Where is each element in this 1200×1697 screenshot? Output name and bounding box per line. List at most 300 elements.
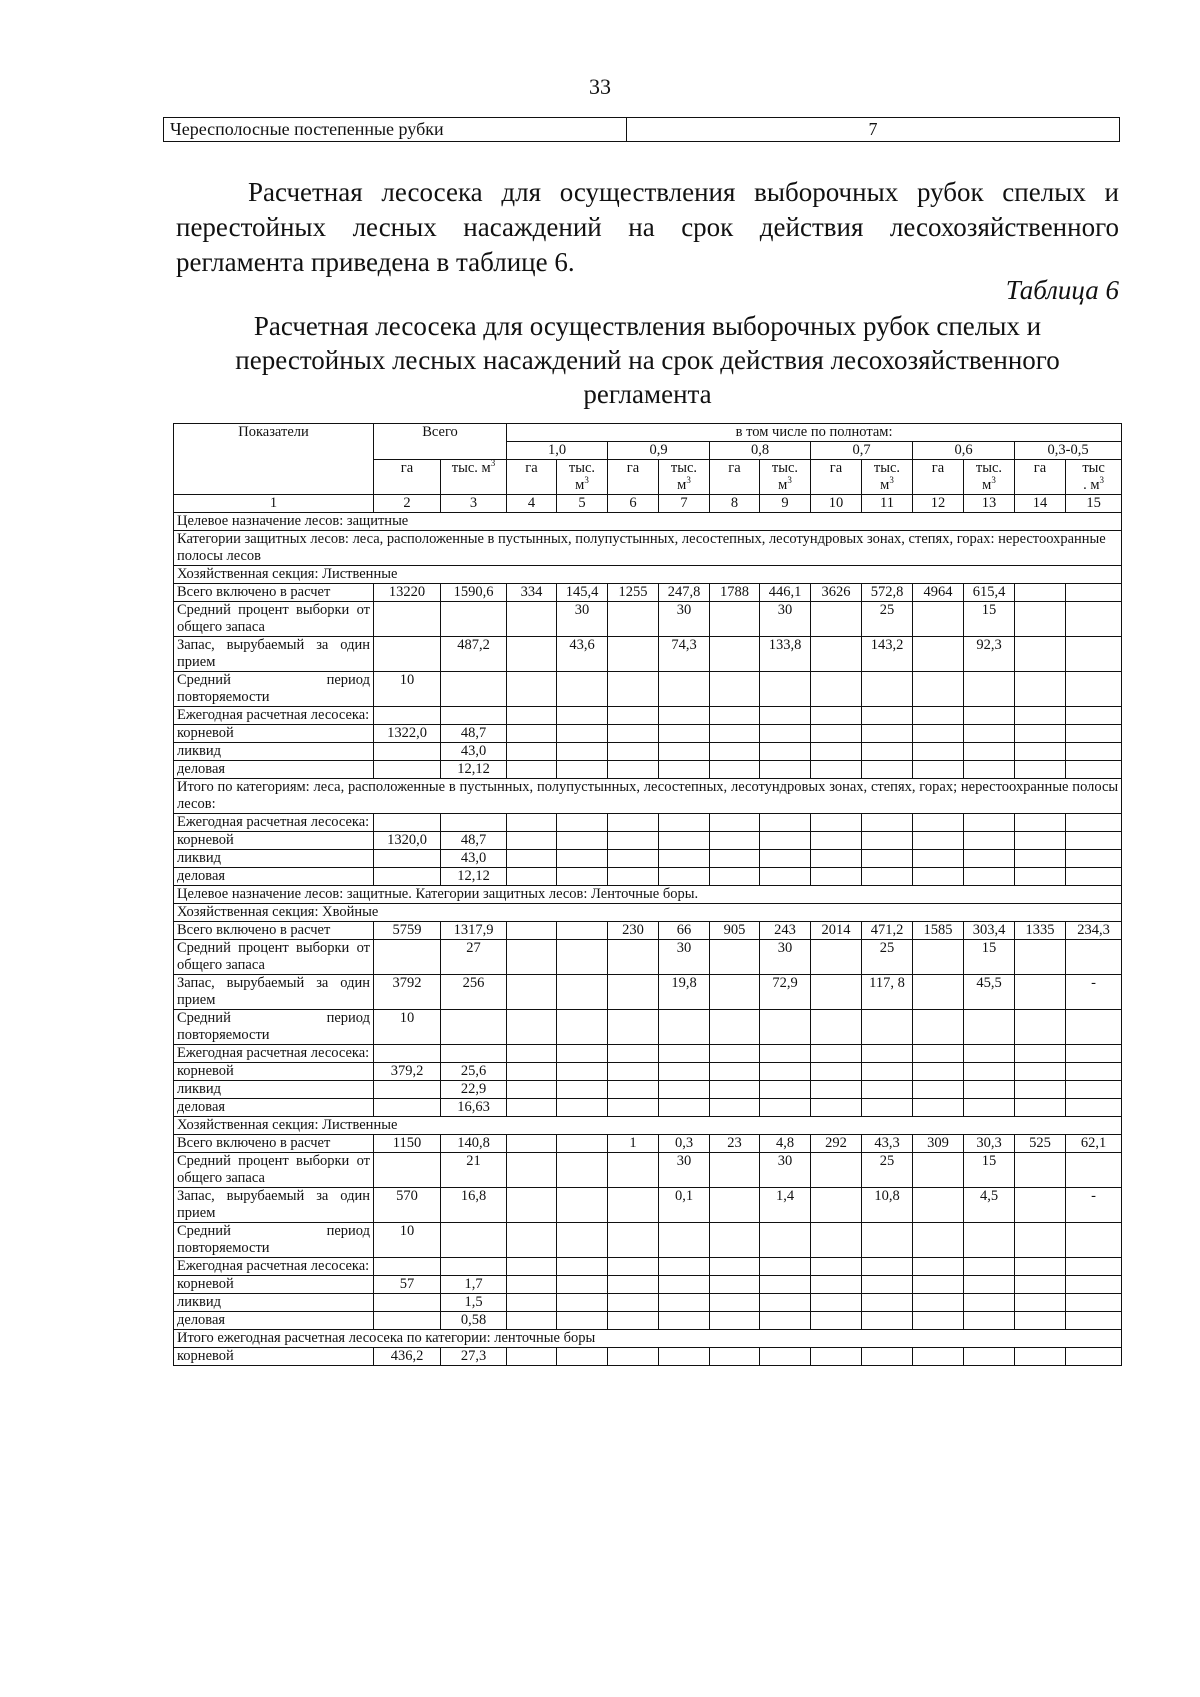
table-row — [174, 1294, 1122, 1312]
table-cell — [710, 940, 760, 975]
table-cell: 1,7 — [441, 1276, 507, 1294]
table-cell — [557, 1045, 608, 1063]
table-cell — [608, 1223, 659, 1258]
column-number: 2 — [374, 495, 441, 513]
table-cell — [507, 832, 557, 850]
table-row — [174, 531, 1122, 566]
table-cell — [1066, 1081, 1122, 1099]
table-cell — [964, 1276, 1015, 1294]
table-cell — [862, 1063, 913, 1081]
table-cell — [964, 761, 1015, 779]
table-cell — [374, 1081, 441, 1099]
table-cell — [1066, 637, 1122, 672]
table-row — [174, 922, 1122, 940]
table-cell — [1015, 1294, 1066, 1312]
table-cell — [441, 1045, 507, 1063]
table-cell: 3626 — [811, 584, 862, 602]
table-row — [174, 814, 1122, 832]
table-cell — [507, 1135, 557, 1153]
table-cell — [1066, 602, 1122, 637]
table-cell — [608, 1312, 659, 1330]
table-cell: 133,8 — [760, 637, 811, 672]
table-cell: 309 — [913, 1135, 964, 1153]
table-cell — [811, 1188, 862, 1223]
unit-text: тыс. — [975, 460, 1003, 476]
table-cell: 16,63 — [441, 1099, 507, 1117]
table-cell — [964, 743, 1015, 761]
table-cell — [710, 1258, 760, 1276]
table-cell: 1585 — [913, 922, 964, 940]
table-cell — [608, 761, 659, 779]
table-cell — [913, 1188, 964, 1223]
table-row — [164, 118, 1120, 142]
table-cell: 30 — [659, 602, 710, 637]
table-cell — [710, 1081, 760, 1099]
table-cell — [507, 814, 557, 832]
table-cell — [862, 1223, 913, 1258]
table-row — [174, 1081, 1122, 1099]
table-cell — [811, 1081, 862, 1099]
table-cell — [1015, 1081, 1066, 1099]
table-cell — [557, 1153, 608, 1188]
table-cell: 303,4 — [964, 922, 1015, 940]
table-cell — [710, 975, 760, 1010]
table-cell — [760, 707, 811, 725]
table-cell — [1066, 584, 1122, 602]
unit-text: тыс. м — [451, 460, 491, 476]
unit-sup: 3 — [686, 475, 691, 486]
table-cell: 30 — [760, 940, 811, 975]
table-cell — [1015, 672, 1066, 707]
table-title — [176, 309, 1119, 411]
table-row — [174, 868, 1122, 886]
table-cell — [913, 707, 964, 725]
section-heading: Целевое назначение лесов: защитные — [174, 513, 1122, 531]
table-cell — [608, 975, 659, 1010]
table-cell — [608, 725, 659, 743]
table-cell — [1066, 1276, 1122, 1294]
table-cell — [964, 814, 1015, 832]
table-cell — [608, 1276, 659, 1294]
table-cell: 117, 8 — [862, 975, 913, 1010]
table-cell: 10 — [374, 1223, 441, 1258]
header-row — [174, 424, 1122, 442]
table-cell — [608, 868, 659, 886]
table-cell: 25,6 — [441, 1063, 507, 1081]
row-label: Средний период повторяемости — [174, 672, 374, 707]
table-cell — [913, 1312, 964, 1330]
column-number: 11 — [862, 495, 913, 513]
table-cell — [811, 1099, 862, 1117]
row-label: деловая — [174, 868, 374, 886]
table-cell — [1015, 637, 1066, 672]
column-number: 8 — [710, 495, 760, 513]
table-cell — [608, 743, 659, 761]
table-cell: 2014 — [811, 922, 862, 940]
table-cell — [557, 975, 608, 1010]
row-label: корневой — [174, 1063, 374, 1081]
table-cell — [964, 1312, 1015, 1330]
table-cell — [913, 1258, 964, 1276]
table-cell — [811, 1063, 862, 1081]
table-cell: 379,2 — [374, 1063, 441, 1081]
table-cell: 4964 — [913, 584, 964, 602]
table-cell — [1015, 940, 1066, 975]
table-cell — [659, 1223, 710, 1258]
table-cell — [659, 814, 710, 832]
table-cell: 48,7 — [441, 832, 507, 850]
table-cell — [1066, 707, 1122, 725]
table-cell — [659, 1063, 710, 1081]
table-cell — [811, 761, 862, 779]
table-cell — [964, 707, 1015, 725]
table-cell — [507, 743, 557, 761]
table-cell — [659, 1348, 710, 1366]
table-cell — [862, 1276, 913, 1294]
table-cell: 1590,6 — [441, 584, 507, 602]
table-cell — [913, 940, 964, 975]
table-cell — [811, 707, 862, 725]
unit-text: тыс. — [568, 460, 596, 476]
table-cell: 12,12 — [441, 868, 507, 886]
table-row — [174, 1099, 1122, 1117]
table-cell — [374, 707, 441, 725]
table-cell — [507, 1276, 557, 1294]
row-label: ликвид — [174, 743, 374, 761]
row-label: корневой — [174, 1276, 374, 1294]
table-cell — [811, 1153, 862, 1188]
header-unit-ths-m3 — [659, 460, 710, 495]
table-row — [174, 940, 1122, 975]
table-row — [174, 1348, 1122, 1366]
table-cell — [1015, 1153, 1066, 1188]
table-cell — [862, 1312, 913, 1330]
column-number: 9 — [760, 495, 811, 513]
table-cell — [913, 975, 964, 1010]
row-label: Всего включено в расчет — [174, 584, 374, 602]
table-cell: - — [1066, 1188, 1122, 1223]
table-cell — [811, 1010, 862, 1045]
row-label: деловая — [174, 1312, 374, 1330]
table-row — [174, 1258, 1122, 1276]
table-cell — [608, 850, 659, 868]
table-cell — [507, 1223, 557, 1258]
header-total: Всего — [374, 424, 507, 460]
table-cell — [507, 637, 557, 672]
table-cell: 4,5 — [964, 1188, 1015, 1223]
table-cell — [557, 1223, 608, 1258]
table-cell — [557, 1010, 608, 1045]
table-cell — [1015, 725, 1066, 743]
row-label: Средний период повторяемости — [174, 1223, 374, 1258]
table-cell: 570 — [374, 1188, 441, 1223]
table-cell: 143,2 — [862, 637, 913, 672]
table-cell: 25 — [862, 1153, 913, 1188]
column-number: 6 — [608, 495, 659, 513]
row-label: Средний процент выборки от общего запаса — [174, 602, 374, 637]
table-cell — [710, 832, 760, 850]
table-cell: 27 — [441, 940, 507, 975]
table-row — [174, 779, 1122, 814]
table-cell: 1,4 — [760, 1188, 811, 1223]
table-cell — [507, 602, 557, 637]
table-cell — [760, 850, 811, 868]
table-cell — [1015, 707, 1066, 725]
unit-text: тыс. — [670, 460, 698, 476]
table-cell — [710, 637, 760, 672]
table-cell — [557, 922, 608, 940]
table-row — [174, 1223, 1122, 1258]
table-cell — [374, 1099, 441, 1117]
column-number-row — [174, 495, 1122, 513]
table-cell — [760, 832, 811, 850]
table-cell — [557, 832, 608, 850]
table-cell: 1317,9 — [441, 922, 507, 940]
table-row — [174, 832, 1122, 850]
table-cell — [507, 850, 557, 868]
unit-sup: 3 — [1099, 475, 1105, 486]
header-unit-ha: га — [1015, 460, 1066, 495]
table-cell — [374, 1045, 441, 1063]
table-row — [174, 761, 1122, 779]
table-cell — [913, 814, 964, 832]
table-cell — [507, 940, 557, 975]
table-cell — [608, 832, 659, 850]
table-cell — [1066, 725, 1122, 743]
table-cell — [964, 1294, 1015, 1312]
table-cell — [710, 672, 760, 707]
table-cell — [913, 1276, 964, 1294]
table-cell: 16,8 — [441, 1188, 507, 1223]
table-cell: 234,3 — [1066, 922, 1122, 940]
column-number: 1 — [174, 495, 374, 513]
table-cell: 19,8 — [659, 975, 710, 1010]
table-cell: 10 — [374, 672, 441, 707]
table-row — [174, 1135, 1122, 1153]
table-cell — [1015, 761, 1066, 779]
table-cell — [1066, 1348, 1122, 1366]
table-cell: 243 — [760, 922, 811, 940]
table-cell: 10,8 — [862, 1188, 913, 1223]
table-cell: 25 — [862, 940, 913, 975]
table-cell: 30 — [760, 602, 811, 637]
column-number: 3 — [441, 495, 507, 513]
section-heading: Хозяйственная секция: Лиственные — [174, 566, 1122, 584]
table-cell — [659, 672, 710, 707]
unit-text: . м — [1083, 477, 1100, 493]
table-row — [174, 886, 1122, 904]
table-cell — [507, 725, 557, 743]
table-cell — [557, 725, 608, 743]
table-cell: 27,3 — [441, 1348, 507, 1366]
unit-sup: 3 — [490, 459, 496, 469]
table-cell — [862, 725, 913, 743]
intro-paragraph: Расчетная лесосека для осуществления выборочных рубок спелых и перестойных лесных насаждений на срок действия лесохозяйственного регламента приведена в таблице 6. — [176, 177, 1119, 277]
row-label: Запас, вырубаемый за один прием — [174, 1188, 374, 1223]
table-cell — [862, 850, 913, 868]
table-cell: 1,5 — [441, 1294, 507, 1312]
header-density: 0,7 — [811, 442, 913, 460]
table-cell — [557, 814, 608, 832]
table-cell: 1335 — [1015, 922, 1066, 940]
table-cell — [1066, 1045, 1122, 1063]
table-cell — [811, 672, 862, 707]
table-cell — [608, 672, 659, 707]
table-cell: 446,1 — [760, 584, 811, 602]
table-cell: 487,2 — [441, 637, 507, 672]
unit-sup: 3 — [991, 475, 996, 486]
table-cell: 30 — [659, 940, 710, 975]
row-label: Средний процент выборки от общего запаса — [174, 940, 374, 975]
column-number: 15 — [1066, 495, 1122, 513]
row-label: ликвид — [174, 1081, 374, 1099]
column-number: 5 — [557, 495, 608, 513]
table-row — [174, 1063, 1122, 1081]
table-cell — [760, 868, 811, 886]
table-title-line: регламента — [583, 379, 712, 409]
table-cell — [710, 1045, 760, 1063]
table-cell — [608, 602, 659, 637]
table-cell — [608, 1063, 659, 1081]
table-cell — [913, 672, 964, 707]
row-label: Запас, вырубаемый за один прием — [174, 637, 374, 672]
table-row — [174, 850, 1122, 868]
table-row — [174, 1045, 1122, 1063]
table-cell — [1015, 1258, 1066, 1276]
table-cell — [913, 743, 964, 761]
table-cell — [1066, 814, 1122, 832]
table-cell — [913, 1099, 964, 1117]
header-unit-ha: га — [710, 460, 760, 495]
table-cell — [659, 832, 710, 850]
table-cell — [710, 814, 760, 832]
table-cell — [862, 832, 913, 850]
table-cell — [964, 850, 1015, 868]
table-cell — [811, 1276, 862, 1294]
table-cell: 905 — [710, 922, 760, 940]
row-label: ликвид — [174, 1294, 374, 1312]
table-cell: 12,12 — [441, 761, 507, 779]
section-heading: Хозяйственная секция: Хвойные — [174, 904, 1122, 922]
table-cell — [1066, 672, 1122, 707]
table-cell — [659, 1258, 710, 1276]
table-cell — [811, 975, 862, 1010]
table-cell — [659, 1099, 710, 1117]
table-cell — [811, 1223, 862, 1258]
table-cell: 1 — [608, 1135, 659, 1153]
table-cell: 1320,0 — [374, 832, 441, 850]
table-cell — [811, 850, 862, 868]
table-cell — [811, 868, 862, 886]
table-cell — [659, 743, 710, 761]
table-cell — [811, 1348, 862, 1366]
table-cell: 43,6 — [557, 637, 608, 672]
table-row — [174, 725, 1122, 743]
table-cell — [441, 814, 507, 832]
unit-text: м — [880, 477, 890, 493]
column-number: 10 — [811, 495, 862, 513]
section-heading: Целевое назначение лесов: защитные. Категории защитных лесов: Ленточные боры. — [174, 886, 1122, 904]
table-cell — [659, 868, 710, 886]
header-density: 0,8 — [710, 442, 811, 460]
table-cell — [507, 868, 557, 886]
row-label: корневой — [174, 832, 374, 850]
table-cell — [441, 1010, 507, 1045]
table-cell — [1066, 1153, 1122, 1188]
table-cell — [507, 1188, 557, 1223]
table-cell — [507, 707, 557, 725]
table-cell — [1015, 1099, 1066, 1117]
table-cell — [964, 672, 1015, 707]
table-cell: 1150 — [374, 1135, 441, 1153]
table-cell — [608, 1258, 659, 1276]
table-cell: 43,3 — [862, 1135, 913, 1153]
table-cell — [608, 1188, 659, 1223]
table-cell — [557, 1081, 608, 1099]
table-cell — [1015, 1348, 1066, 1366]
table-cell: 43,0 — [441, 850, 507, 868]
table-cell — [964, 1348, 1015, 1366]
table-cell — [608, 1081, 659, 1099]
section-heading: Итого ежегодная расчетная лесосека по категории: ленточные боры — [174, 1330, 1122, 1348]
table-cell — [608, 1045, 659, 1063]
table-cell — [913, 1223, 964, 1258]
table-cell — [710, 602, 760, 637]
table-cell — [374, 850, 441, 868]
header-density: 1,0 — [507, 442, 608, 460]
table-row — [174, 1010, 1122, 1045]
table-cell — [913, 602, 964, 637]
table-cell: 525 — [1015, 1135, 1066, 1153]
unit-text: тыс. — [873, 460, 901, 476]
table-cell — [811, 1312, 862, 1330]
table-cell — [913, 868, 964, 886]
table-cell — [557, 1258, 608, 1276]
table-cell — [913, 1063, 964, 1081]
table-cell — [507, 1045, 557, 1063]
table-cell — [710, 725, 760, 743]
table-cell — [659, 1276, 710, 1294]
column-number: 12 — [913, 495, 964, 513]
table-cell — [608, 1099, 659, 1117]
table-cell — [1015, 975, 1066, 1010]
table-cell: 230 — [608, 922, 659, 940]
table-cell — [964, 1063, 1015, 1081]
table-cell — [608, 1348, 659, 1366]
table-cell — [507, 1099, 557, 1117]
table-cell — [441, 1258, 507, 1276]
table-cell — [760, 1010, 811, 1045]
header-density: 0,6 — [913, 442, 1015, 460]
table-cell: 43,0 — [441, 743, 507, 761]
table-cell — [557, 850, 608, 868]
row-label: Ежегодная расчетная лесосека: — [174, 707, 374, 725]
table-cell — [964, 725, 1015, 743]
table-cell — [608, 940, 659, 975]
table-cell — [441, 1223, 507, 1258]
table-cell — [659, 761, 710, 779]
table-cell — [710, 1099, 760, 1117]
table-cell — [1066, 1312, 1122, 1330]
table-cell — [862, 672, 913, 707]
table-cell — [862, 1348, 913, 1366]
table-cell — [1015, 1063, 1066, 1081]
table-cell — [1066, 832, 1122, 850]
table-cell — [507, 1312, 557, 1330]
table-cell — [441, 672, 507, 707]
header-unit-ths-m3 — [557, 460, 608, 495]
table-cell: 5759 — [374, 922, 441, 940]
